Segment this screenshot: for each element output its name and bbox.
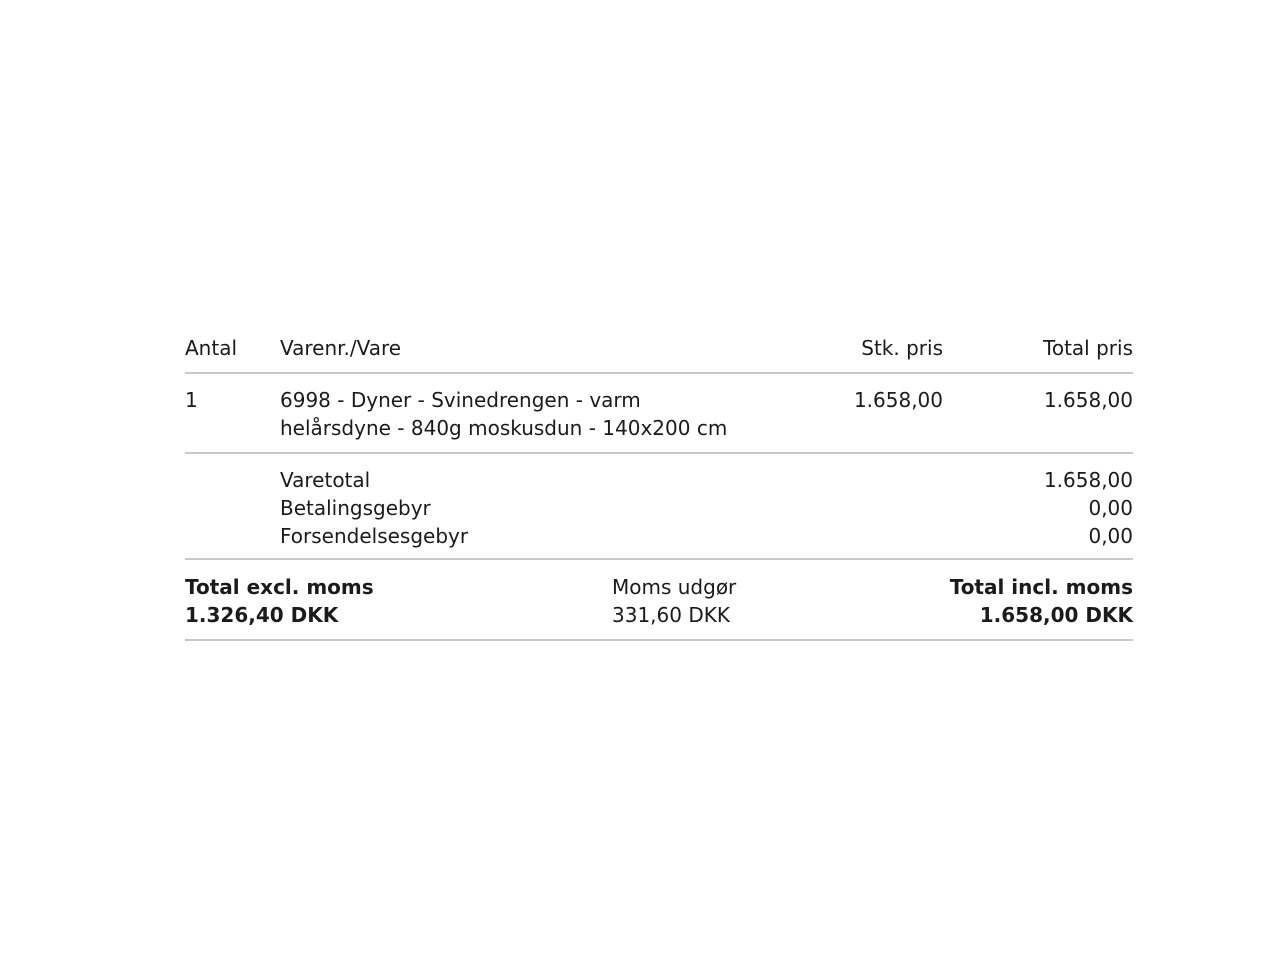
summary-label-betalingsgebyr: Betalingsgebyr: [280, 496, 431, 520]
divider: [185, 639, 1133, 641]
header-item: Varenr./Vare: [280, 336, 402, 360]
total-excl-value: 1.326,40 DKK: [185, 603, 339, 627]
total-incl-vat: [950, 573, 1133, 629]
table-row: [185, 374, 1133, 452]
summary-values: [1044, 466, 1133, 550]
invoice-table: [185, 332, 1133, 641]
row-unit-price: 1.658,00: [853, 388, 943, 412]
row-qty: 1: [185, 388, 198, 412]
row-total-price: 1.658,00: [1043, 388, 1133, 412]
summary-labels: [280, 466, 468, 550]
summary-value-varetotal: 1.658,00: [1043, 468, 1133, 492]
total-excl-vat: [185, 573, 374, 629]
vat-label: Moms udgør: [612, 575, 737, 599]
summary-value-betalingsgebyr: 0,00: [1088, 496, 1133, 520]
header-qty: Antal: [185, 336, 238, 360]
summary-section: [185, 454, 1133, 558]
row-item-description: 6998 - Dyner - Svinedrengen - varm helårsdyne - 840g moskusdun - 140x200 cm: [280, 388, 728, 440]
totals-section: [185, 560, 1133, 639]
total-incl-label: Total incl. moms: [949, 575, 1133, 599]
summary-label-varetotal: Varetotal: [280, 468, 371, 492]
vat-amount: [612, 573, 736, 629]
table-header: [185, 332, 1133, 372]
total-excl-label: Total excl. moms: [185, 575, 374, 599]
vat-value: 331,60 DKK: [612, 603, 730, 627]
summary-label-forsendelsesgebyr: Forsendelsesgebyr: [280, 524, 469, 548]
header-unit-price: Stk. pris: [861, 336, 943, 360]
header-total-price: Total pris: [1043, 336, 1133, 360]
total-incl-value: 1.658,00 DKK: [979, 603, 1133, 627]
summary-value-forsendelsesgebyr: 0,00: [1088, 524, 1133, 548]
